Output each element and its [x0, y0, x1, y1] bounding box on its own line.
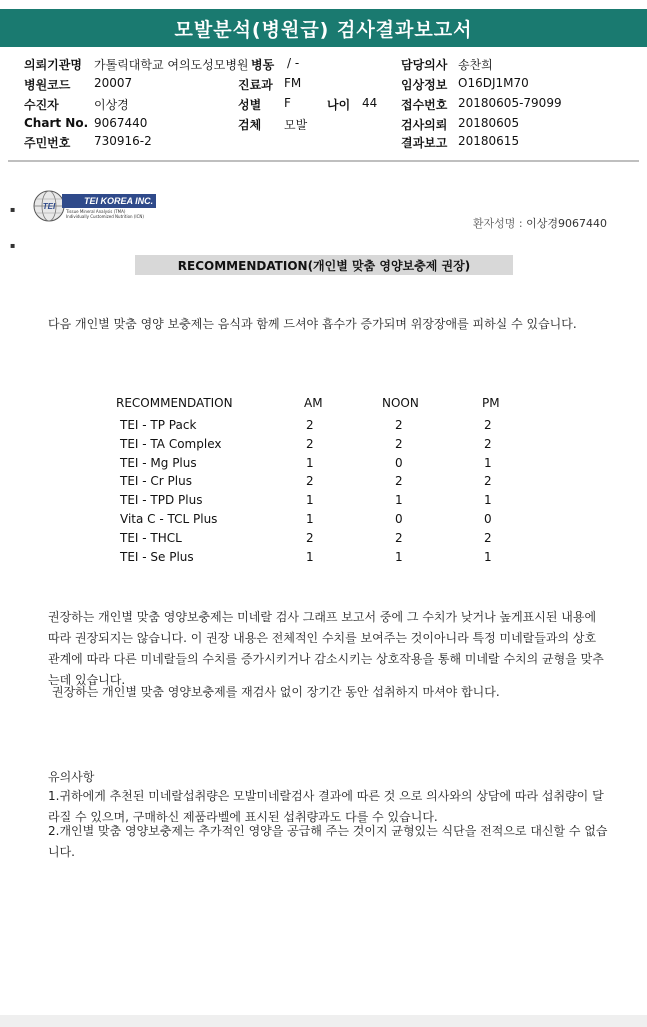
noon-dose: 1 — [395, 549, 403, 564]
report-body — [8, 163, 639, 1013]
supplement-name: Vita C - TCL Plus — [120, 512, 218, 526]
logo-subtitle — [66, 209, 144, 219]
recommendation-banner: RECOMMENDATION(개인별 맞춤 영양보충제 권장) — [135, 255, 513, 275]
supplement-name: TEI - TPD Plus — [120, 493, 203, 508]
am-dose: 1 — [306, 455, 314, 470]
header-separator — [8, 160, 639, 162]
ward-value: / - — [287, 56, 300, 70]
explanation-paragraph: 권장하는 개인별 맞춤 영양보충제는 미네랄 검사 그래프 보고서 중에 그 수치가 낮거나 높게표시된 내용에 따라 권장되지는 않습니다. 이 권장 내용은 전체적인 수치를 보여주는 것이아니라 특정 미네랄들과의 상호관계에 따라 다른 미네랄들의 수치를 증가시키거나 감소시키는 상호작용을 통해 미네랄 수치의 균형을 맞추는데 있습니다. — [48, 610, 604, 687]
header-pm: PM — [482, 396, 500, 410]
supplement-name: TEI - Cr Plus — [120, 474, 192, 489]
pm-dose: 2 — [484, 474, 492, 489]
page-footer-strip — [0, 1015, 647, 1027]
header-noon: NOON — [382, 396, 419, 410]
logo-text: TEI KOREA INC. — [62, 194, 156, 208]
notes-title: 유의사항 — [48, 770, 95, 784]
note-1: 1.귀하에게 추천된 미네랄섭취량은 모발미네랄검사 결과에 따른 것 으로 의사와의 상담에 따라 섭취량이 달라질 수 있으며, 구매하신 제품라벨에 표시된 섭취량과도 다를 수 있습니다. — [48, 789, 604, 824]
sex-value: F — [284, 96, 291, 110]
svg-text:TEI: TEI — [42, 202, 56, 211]
request-value: 20180605 — [458, 116, 520, 130]
specimen-value: 모발 — [284, 118, 308, 132]
pm-dose: 2 — [484, 530, 492, 545]
clinical-label: 임상정보 — [401, 78, 448, 92]
margin-dot: ▪ — [10, 205, 16, 214]
am-dose: 2 — [306, 418, 314, 432]
report-date-value: 20180615 — [458, 134, 520, 148]
ward-label: 병동 — [251, 58, 275, 72]
margin-dot: ▪ — [10, 241, 16, 250]
note-2: 2.개인별 맞춤 영양보충제는 추가적인 영양을 공급해 주는 것이지 균형있는 식단을 전적으로 대신할 수 없습니다. — [48, 824, 608, 859]
am-dose: 2 — [306, 474, 314, 489]
report-title: 모발분석(병원급) 검사결과보고서 — [0, 9, 647, 47]
doctor-value: 송찬희 — [458, 58, 493, 72]
supplement-name: TEI - Mg Plus — [120, 455, 197, 470]
logo-sub-line-2: Individually Customized Nutrition (ICN) — [66, 214, 144, 219]
receipt-value: 20180605-79099 — [458, 96, 562, 110]
warning-paragraph: 권장하는 개인별 맞춤 영양보충제를 재검사 없이 장기간 동안 섭취하지 마셔야 합니다. — [52, 685, 500, 699]
patient-name — [473, 215, 607, 231]
header-recommendation: RECOMMENDATION — [116, 396, 233, 410]
am-dose: 1 — [306, 549, 314, 564]
id-label: 주민번호 — [24, 136, 71, 150]
doctor-label: 담당의사 — [401, 58, 448, 72]
pm-dose: 1 — [484, 493, 492, 508]
patient-name-label: 환자성명 : — [472, 217, 523, 230]
id-value: 730916-2 — [94, 134, 152, 148]
hospital-code-value: 20007 — [94, 76, 133, 90]
tei-logo — [32, 189, 156, 223]
pm-dose: 1 — [484, 455, 492, 470]
specimen-label: 검체 — [238, 118, 262, 132]
noon-dose: 0 — [395, 455, 403, 470]
noon-dose: 2 — [395, 474, 403, 489]
patient-value: 이상경 — [94, 98, 129, 112]
sex-label: 성별 — [238, 98, 262, 112]
receipt-label: 접수번호 — [401, 98, 448, 112]
hospital-code-label: 병원코드 — [24, 78, 71, 92]
noon-dose: 1 — [395, 493, 403, 508]
pm-dose: 2 — [484, 418, 492, 432]
noon-dose: 2 — [395, 436, 403, 451]
clinical-value: O16DJ1M70 — [458, 76, 529, 90]
age-label: 나이 — [327, 98, 351, 112]
request-label: 검사의뢰 — [401, 118, 448, 132]
hospital-label: 의뢰기관명 — [24, 58, 82, 72]
globe-icon — [32, 189, 66, 223]
supplement-name: TEI - TA Complex — [120, 436, 222, 451]
report-date-label: 결과보고 — [401, 136, 448, 150]
am-dose: 1 — [306, 493, 314, 508]
am-dose: 2 — [306, 436, 314, 451]
patient-label: 수진자 — [24, 98, 59, 112]
pm-dose: 1 — [484, 549, 492, 564]
chart-value: 9067440 — [94, 116, 148, 130]
header-am: AM — [304, 396, 323, 410]
hospital-value: 가톨릭대학교 여의도성모병원 — [94, 58, 249, 72]
dept-value: FM — [284, 76, 302, 90]
supplement-name: TEI - THCL — [120, 530, 182, 545]
chart-label: Chart No. — [24, 116, 89, 130]
age-value: 44 — [362, 96, 378, 110]
logo-sub-line-1: Tissue Mineral Analysis (TMA) — [66, 209, 126, 214]
intro-paragraph: 다음 개인별 맞춤 영양 보충제는 음식과 함께 드셔야 흡수가 증가되며 위장장애를 피하실 수 있습니다. — [48, 317, 577, 331]
noon-dose: 2 — [395, 418, 403, 432]
am-dose: 1 — [306, 512, 314, 526]
patient-name-value: 이상경9067440 — [526, 217, 607, 230]
supplement-name: TEI - TP Pack — [120, 418, 197, 432]
pm-dose: 2 — [484, 436, 492, 451]
supplement-name: TEI - Se Plus — [120, 549, 194, 564]
noon-dose: 0 — [395, 512, 403, 526]
pm-dose: 0 — [484, 512, 492, 526]
dept-label: 진료과 — [238, 78, 273, 92]
noon-dose: 2 — [395, 530, 403, 545]
am-dose: 2 — [306, 530, 314, 545]
